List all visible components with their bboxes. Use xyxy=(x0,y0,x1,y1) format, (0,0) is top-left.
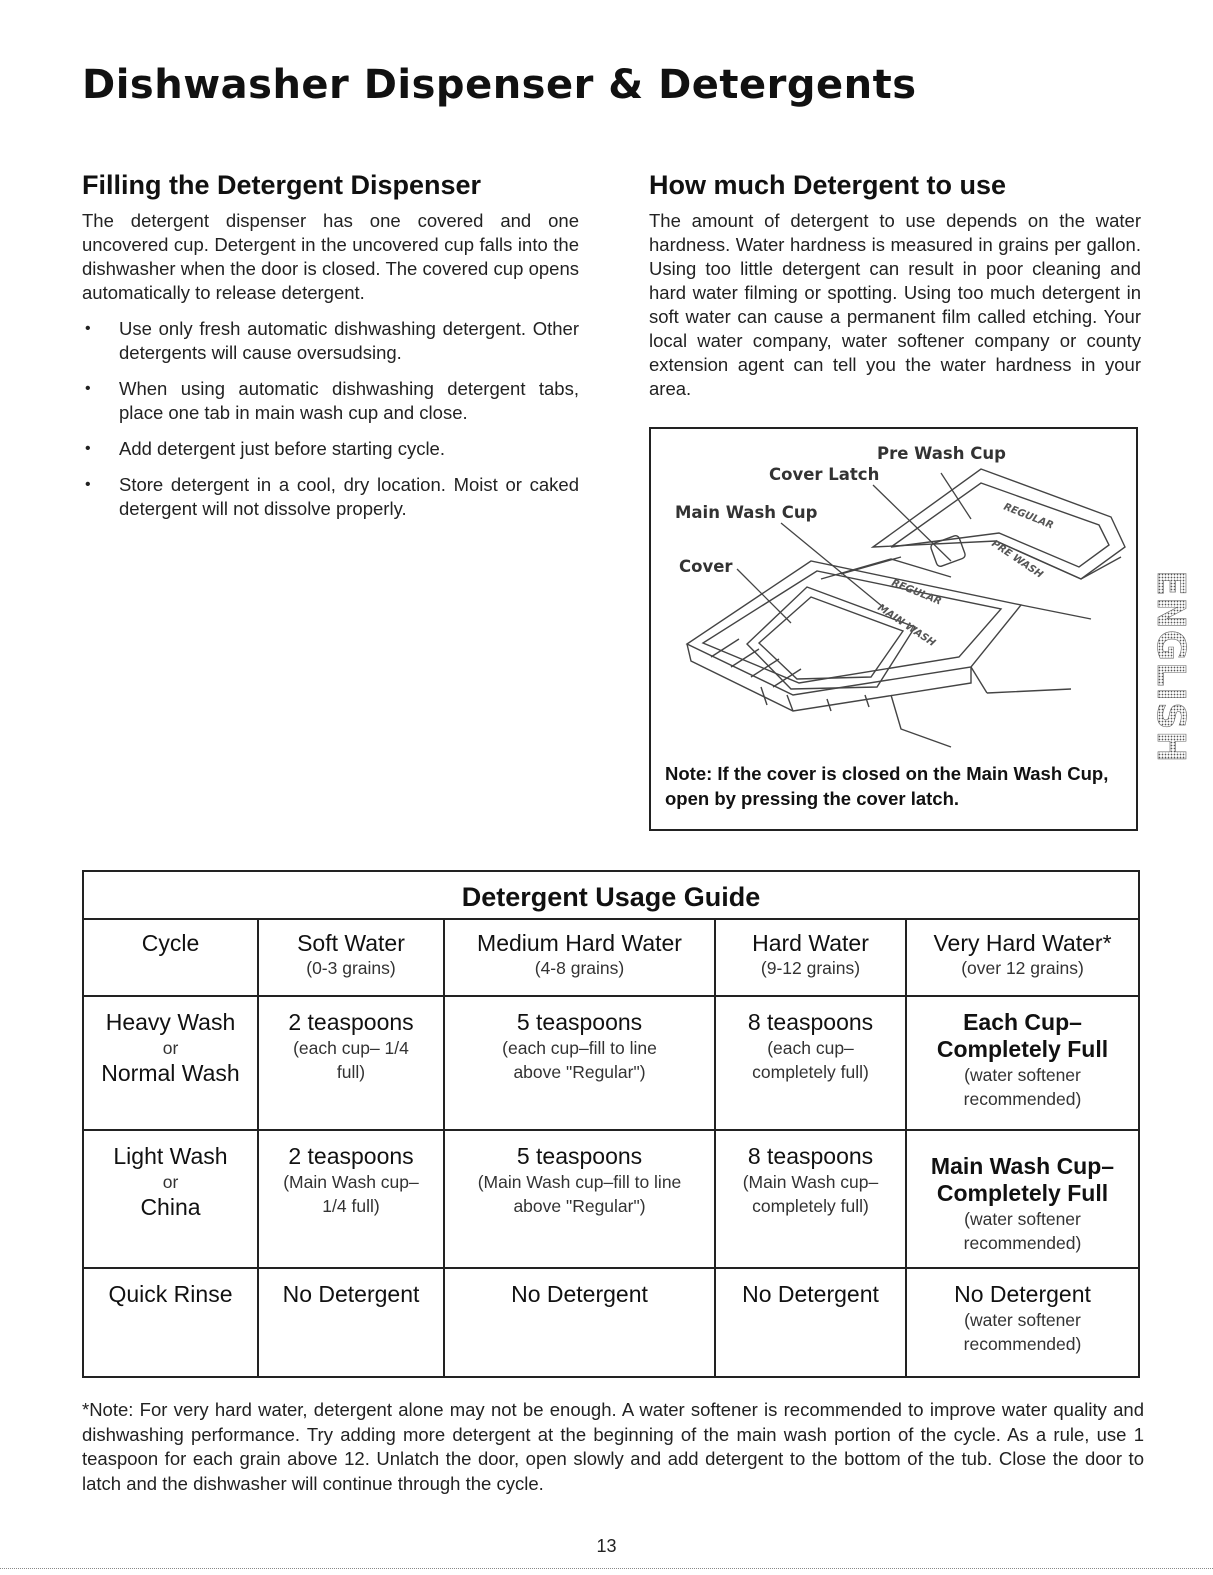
hard-cell xyxy=(715,1130,906,1268)
cycle-name: Heavy Wash xyxy=(105,1009,236,1035)
medium-cell xyxy=(444,1268,715,1378)
how-much-text: The amount of detergent to use depends on the water hardness. Water hardness is measured in grains per gallon. Using too little detergent can result in poor cleaning and hard water filming or spotting. Using too much detergent in soft water can cause a permanent film called etching. Your local water company, water softener company or county extension agent can tell you the water hardness in your area. xyxy=(649,210,1141,399)
hard-cell xyxy=(715,996,906,1130)
very-hard-cell xyxy=(906,996,1138,1130)
list-item xyxy=(82,317,579,365)
page-number: 13 xyxy=(596,1536,617,1556)
cycle-or: or xyxy=(162,1038,179,1058)
pre-wash-cup-label: Pre Wash Cup xyxy=(877,444,1006,463)
amount-note: (each cup– 1/4 full) xyxy=(293,1038,409,1082)
regular-embossed-label: REGULAR xyxy=(1001,501,1055,532)
guide-table xyxy=(84,918,1138,1378)
dispenser-illustration xyxy=(651,429,1136,759)
main-wash-embossed-label: MAIN WASH xyxy=(875,602,938,650)
amount: No Detergent xyxy=(511,1281,648,1307)
amount: 2 teaspoons xyxy=(288,1009,414,1035)
medium-cell xyxy=(444,1130,715,1268)
bottom-rule xyxy=(0,1568,1213,1569)
amount: 8 teaspoons xyxy=(747,1009,874,1035)
amount: 2 teaspoons xyxy=(288,1143,414,1169)
filling-heading: Filling the Detergent Dispenser xyxy=(82,170,482,200)
table-header-row xyxy=(84,918,1138,996)
amount-note: (water softener recommended) xyxy=(963,1065,1082,1109)
footnote: *Note: For very hard water, detergent alone may not be enough. A water softener is recommended to improve water quality and dishwashing performance. Try adding more detergent at the beginning of the main wash portion of the cycle. As a rule, use 1 teaspoon for each grain above 12. Unlatch the door, open slowly and add detergent to the bottom of the tub. Close the door to latch and the dishwasher will continue through the cycle. xyxy=(82,1399,1144,1494)
header-sub: (9-12 grains) xyxy=(760,958,861,978)
page-title: Dishwasher Dispenser & Detergents xyxy=(82,62,917,108)
medium-cell xyxy=(444,996,715,1130)
amount-note: (each cup–fill to line above "Regular") xyxy=(502,1038,657,1082)
header-cell-cycle xyxy=(84,918,258,996)
amount: No Detergent xyxy=(282,1281,420,1307)
very-hard-cell xyxy=(906,1268,1138,1378)
how-much-section xyxy=(649,170,1141,401)
cycle-cell xyxy=(84,1268,258,1378)
bullet-icon: • xyxy=(85,320,91,337)
bullet-icon: • xyxy=(85,380,91,397)
list-item xyxy=(82,377,579,425)
list-item xyxy=(82,437,579,461)
filling-bullet-list xyxy=(82,317,579,521)
header-cell-soft xyxy=(258,918,444,996)
cycle-name-alt: Normal Wash xyxy=(101,1060,240,1086)
soft-cell xyxy=(258,1130,444,1268)
cycle-name: Quick Rinse xyxy=(108,1281,233,1307)
soft-cell xyxy=(258,1268,444,1378)
amount: No Detergent xyxy=(954,1281,1091,1307)
filling-intro: The detergent dispenser has one covered and one uncovered cup. Detergent in the uncovered cup falls into the dishwasher when the door is closed. The covered cup opens automatically to release detergent. xyxy=(82,210,579,303)
cycle-cell xyxy=(84,996,258,1130)
bullet-text: Use only fresh automatic dishwashing detergent. Other detergents will cause oversudsing. xyxy=(119,318,579,363)
table-row xyxy=(84,996,1138,1130)
bullet-text: Store detergent in a cool, dry location. Moist or caked detergent will not dissolve properly. xyxy=(119,474,579,519)
amount: 8 teaspoons xyxy=(747,1143,874,1169)
detergent-usage-guide xyxy=(82,870,1140,1378)
amount: Each Cup– Completely Full xyxy=(936,1009,1109,1062)
amount-note: (each cup– completely full) xyxy=(752,1038,869,1082)
header-label: Cycle xyxy=(141,930,200,956)
pre-wash-embossed-label: PRE WASH xyxy=(989,538,1045,581)
bullet-text: When using automatic dishwashing detergent tabs, place one tab in main wash cup and close. xyxy=(119,378,579,423)
soft-cell xyxy=(258,996,444,1130)
amount: No Detergent xyxy=(742,1281,879,1307)
header-cell-very-hard xyxy=(906,918,1138,996)
header-label: Very Hard Water* xyxy=(933,930,1112,956)
english-language-tab xyxy=(1149,566,1193,792)
amount-note: (water softener recommended) xyxy=(963,1310,1082,1354)
filling-section xyxy=(82,170,579,533)
how-much-heading: How much Detergent to use xyxy=(649,170,1007,200)
amount: Main Wash Cup– Completely Full xyxy=(930,1153,1115,1206)
header-label: Medium Hard Water xyxy=(477,930,682,956)
very-hard-cell xyxy=(906,1130,1138,1268)
amount-note: (water softener recommended) xyxy=(963,1209,1082,1253)
header-cell-hard xyxy=(715,918,906,996)
cycle-cell xyxy=(84,1130,258,1268)
cycle-name: Light Wash xyxy=(113,1143,228,1169)
header-sub: (4-8 grains) xyxy=(534,958,625,978)
main-wash-cup-label: Main Wash Cup xyxy=(675,503,818,522)
hard-cell xyxy=(715,1268,906,1378)
english-tab-label: ENGLISH xyxy=(1149,570,1193,764)
bullet-icon: • xyxy=(85,440,91,457)
cover-latch-label: Cover Latch xyxy=(769,465,880,484)
dispenser-diagram xyxy=(649,427,1138,831)
regular-embossed-label-2: REGULAR xyxy=(889,577,943,608)
list-item xyxy=(82,473,579,521)
amount-note: (Main Wash cup–fill to line above "Regular") xyxy=(477,1172,682,1216)
header-sub: (over 12 grains) xyxy=(961,958,1084,978)
header-label: Soft Water xyxy=(297,930,405,956)
header-sub: (0-3 grains) xyxy=(306,958,396,978)
amount-note: (Main Wash cup– completely full) xyxy=(742,1172,879,1216)
amount: 5 teaspoons xyxy=(516,1143,643,1169)
cycle-name-alt: China xyxy=(140,1194,201,1220)
amount: 5 teaspoons xyxy=(516,1009,643,1035)
amount-note: (Main Wash cup– 1/4 full) xyxy=(283,1172,419,1216)
table-row xyxy=(84,1268,1138,1378)
header-label: Hard Water xyxy=(752,930,869,956)
table-row xyxy=(84,1130,1138,1268)
diagram-note: Note: If the cover is closed on the Main Wash Cup, open by pressing the cover latch. xyxy=(665,763,1109,809)
bullet-icon: • xyxy=(85,476,91,493)
header-cell-medium xyxy=(444,918,715,996)
bullet-text: Add detergent just before starting cycle. xyxy=(119,438,445,459)
cover-label: Cover xyxy=(679,557,733,576)
guide-title: Detergent Usage Guide xyxy=(84,872,1138,920)
cycle-or: or xyxy=(162,1172,179,1192)
